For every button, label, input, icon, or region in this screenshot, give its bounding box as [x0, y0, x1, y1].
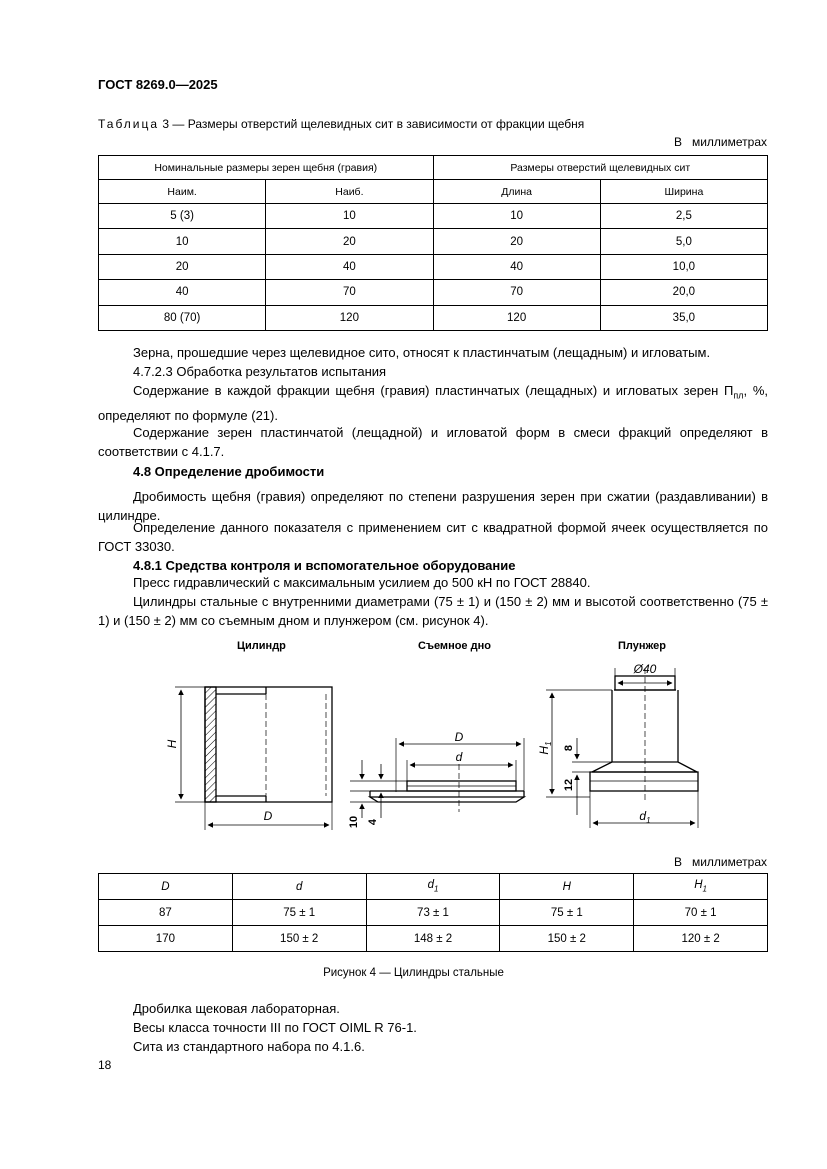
- dim-label-10: 10: [348, 815, 360, 829]
- table3-sub-header-row: [99, 180, 768, 204]
- figure4-table-header: d: [232, 874, 366, 900]
- header-text: H: [694, 879, 703, 892]
- dim-label-H1: [537, 741, 553, 754]
- figure4-table-header: [366, 874, 500, 900]
- table-cell: 10: [266, 204, 433, 229]
- header-text: d: [427, 879, 434, 892]
- table3-caption-text: — Размеры отверстий щелевидных сит в зависимости от фракции щебня: [169, 117, 585, 131]
- table3-units: В миллиметрах: [673, 135, 767, 149]
- table-cell: 5,0: [600, 229, 767, 254]
- section-heading: 4.8 Определение дробимости: [133, 464, 325, 479]
- header-sub: 1: [702, 884, 707, 894]
- dim-label-d1-sub: 1: [646, 816, 651, 825]
- table-cell: 150 ± 2: [232, 926, 366, 952]
- table-cell: 170: [99, 926, 233, 952]
- figure-label-bottom: Съемное дно: [418, 640, 491, 652]
- table-cell: 20: [266, 229, 433, 254]
- dim-label-H: H: [165, 739, 179, 749]
- dim-label-D: D: [454, 730, 464, 744]
- table-cell: 73 ± 1: [366, 900, 500, 926]
- subsection-heading: 4.8.1 Средства контроля и вспомогательное оборудование: [133, 558, 516, 573]
- dim-label-d1: [639, 809, 650, 825]
- table-cell: 120: [266, 305, 433, 330]
- dim-label-H1-sub: 1: [544, 741, 553, 746]
- page-number: 18: [98, 1058, 112, 1072]
- table-cell: 80 (70): [99, 305, 266, 330]
- table3-caption: [98, 117, 584, 131]
- table3-caption-number: 3: [162, 117, 170, 131]
- dim-label-8: 8: [563, 744, 575, 752]
- table-cell: 70: [433, 280, 600, 305]
- dim-label-d1-main: d: [639, 809, 647, 823]
- table3-caption-prefix: Таблица: [98, 117, 160, 131]
- dim-label-4: 4: [367, 818, 379, 826]
- paragraph: Пресс гидравлический с максимальным усилием до 500 кН по ГОСТ 28840.: [133, 575, 591, 590]
- table-cell: 70 ± 1: [634, 900, 768, 926]
- dim-label-d: d: [455, 750, 463, 764]
- table-cell: 75 ± 1: [232, 900, 366, 926]
- figure4-table-header: H: [500, 874, 634, 900]
- table-row: [99, 926, 768, 952]
- dim-label-D: D: [263, 809, 273, 823]
- table3-sub-header: Наим.: [99, 180, 266, 204]
- figure4-table: [98, 873, 768, 952]
- paragraph: Сита из стандартного набора по 4.1.6.: [133, 1039, 365, 1054]
- paragraph-text: Содержание в каждой фракции щебня (гравия) пластинчатых (лещадных) и игловатых зерен П: [133, 383, 734, 398]
- paragraph: Содержание зерен пластинчатой (лещадной) и игловатой форм в смеси фракций определяют в соответствии с 4.1.7.: [98, 425, 768, 459]
- table-cell: 40: [266, 254, 433, 279]
- table-cell: 40: [99, 280, 266, 305]
- table-cell: 75 ± 1: [500, 900, 634, 926]
- document-code: ГОСТ 8269.0—2025: [98, 77, 218, 92]
- cylinder-drawing: [175, 687, 332, 830]
- table-row: [99, 229, 768, 254]
- table-cell: 120 ± 2: [634, 926, 768, 952]
- table3: [98, 155, 768, 331]
- table-cell: 148 ± 2: [366, 926, 500, 952]
- table-cell: 120: [433, 305, 600, 330]
- table-row: [99, 280, 768, 305]
- subscript: пл: [733, 390, 744, 401]
- table-row: [99, 254, 768, 279]
- table-cell: 20: [99, 254, 266, 279]
- table-row: [99, 204, 768, 229]
- paragraph: Весы класса точности III по ГОСТ OIML R 76-1.: [133, 1020, 417, 1035]
- paragraph: Цилиндры стальные с внутренними диаметрами (75 ± 1) и (150 ± 2) мм и высотой соответственно (75 ± 1) и (150 ± 2) мм со съемным дном и плунжером (см. рисунок 4).: [98, 594, 768, 628]
- table3-sub-header: Длина: [433, 180, 600, 204]
- paragraph: Дробилка щековая лабораторная.: [133, 1001, 340, 1016]
- figure4-table-header-row: [99, 874, 768, 900]
- table3-group-header-row: [99, 156, 768, 180]
- header-sub: 1: [433, 884, 439, 894]
- table-cell: 150 ± 2: [500, 926, 634, 952]
- table-cell: 10: [433, 204, 600, 229]
- removable-bottom-drawing: [350, 738, 524, 818]
- table3-sub-header: Ширина: [600, 180, 767, 204]
- dim-label-H1-main: H: [537, 745, 551, 755]
- paragraph-text: , %, определяют по формуле (21).: [98, 383, 768, 423]
- figure4-table-header: [634, 874, 768, 900]
- table-cell: 20: [433, 229, 600, 254]
- table-cell: 87: [99, 900, 233, 926]
- table-row: [99, 305, 768, 330]
- dim-label-12: 12: [563, 778, 575, 792]
- table3-group-header: Размеры отверстий щелевидных сит: [433, 156, 768, 180]
- table3-sub-header: Наиб.: [266, 180, 433, 204]
- table-cell: 35,0: [600, 305, 767, 330]
- table-row: [99, 900, 768, 926]
- table3-group-header: Номинальные размеры зерен щебня (гравия): [99, 156, 434, 180]
- figure4-units: В миллиметрах: [673, 855, 767, 869]
- figure4-table-header: D: [99, 874, 233, 900]
- table-cell: 10,0: [600, 254, 767, 279]
- table-cell: 40: [433, 254, 600, 279]
- figure-label-plunger: Плунжер: [618, 640, 667, 652]
- table-cell: 20,0: [600, 280, 767, 305]
- table-cell: 5 (3): [99, 204, 266, 229]
- dim-label-phi40: Ø40: [633, 662, 657, 676]
- figure4-drawing: [0, 650, 827, 850]
- table-cell: 70: [266, 280, 433, 305]
- paragraph: Дробимость щебня (гравия) определяют по степени разрушения зерен при сжатии (раздавливании) в цилиндре.: [98, 489, 768, 523]
- paragraph: Зерна, прошедшие через щелевидное сито, относят к пластинчатым (лещадным) и игловатым.: [133, 345, 711, 360]
- figure4-caption: Рисунок 4 — Цилиндры стальные: [323, 967, 504, 979]
- subsection-title: 4.7.2.3 Обработка результатов испытания: [133, 364, 387, 379]
- paragraph: Определение данного показателя с применением сит с квадратной формой ячеек осуществляется по ГОСТ 33030.: [98, 520, 768, 554]
- table-cell: 2,5: [600, 204, 767, 229]
- paragraph: [98, 381, 768, 425]
- table-cell: 10: [99, 229, 266, 254]
- figure-label-cylinder: Цилиндр: [237, 640, 286, 652]
